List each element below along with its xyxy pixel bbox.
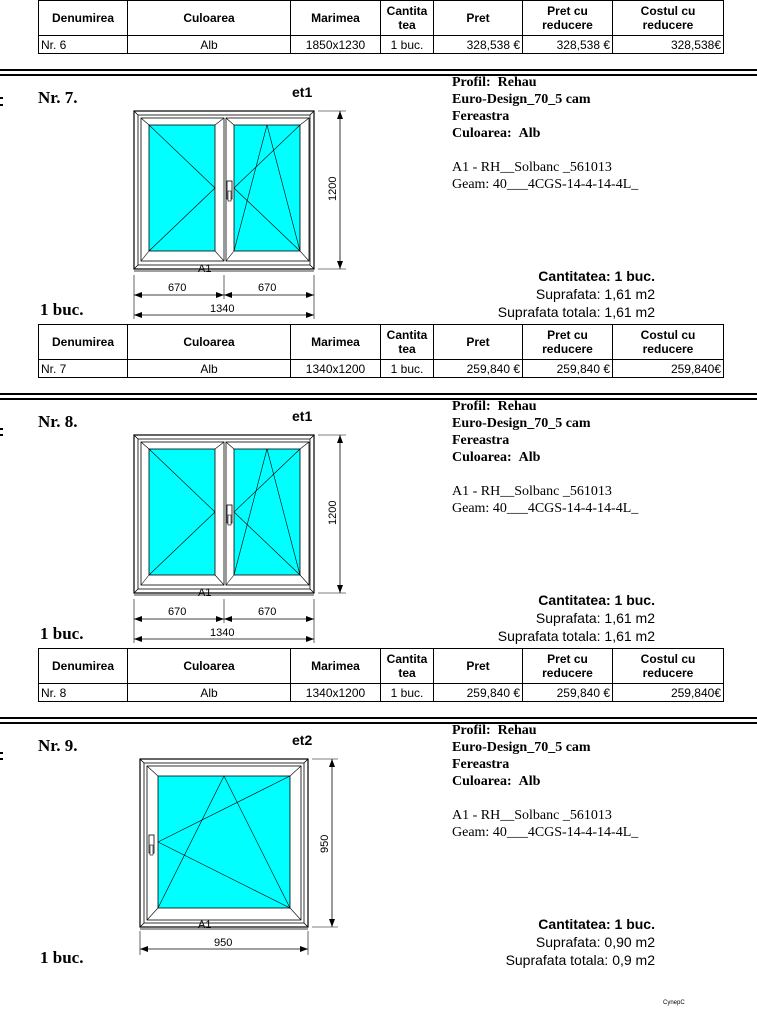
cell-cost-red: 328,538€ xyxy=(613,36,724,54)
height-dimension: 1200 xyxy=(327,176,339,201)
area-total-line: Suprafata totala: 1,61 m2 xyxy=(497,304,655,320)
col-header-color: Culoarea xyxy=(128,325,291,360)
color-line: Culoarea: Alb xyxy=(452,774,541,789)
table-header-row xyxy=(39,325,724,360)
cell-price: 328,538 € xyxy=(434,36,523,54)
cell-color: Alb xyxy=(128,684,291,702)
quantity-line: Cantitatea: 1 buc. xyxy=(538,268,655,284)
col-header-price-red: Pret cu reducere xyxy=(523,325,613,360)
glass-pane xyxy=(234,449,300,575)
margin-tick xyxy=(0,752,3,754)
hardware-line: A1 - RH__Solbanc _561013 xyxy=(452,808,612,823)
col-header-qty: Cantita tea xyxy=(381,325,434,360)
cell-qty: 1 buc. xyxy=(381,360,434,378)
cell-color: Alb xyxy=(128,36,291,54)
item-number: Nr. 7. xyxy=(38,88,78,107)
col-header-name: Denumirea xyxy=(39,325,128,360)
cell-qty: 1 buc. xyxy=(381,36,434,54)
quantity-big: 1 buc. xyxy=(40,948,84,967)
glass-pane xyxy=(234,125,300,251)
hardware-line: A1 - RH__Solbanc _561013 xyxy=(452,160,612,175)
item-number: Nr. 8. xyxy=(38,412,78,431)
sash-width-right: 670 xyxy=(258,606,277,618)
margin-tick xyxy=(0,758,3,760)
sill-label: A1 xyxy=(198,919,212,931)
col-header-color: Culoarea xyxy=(128,1,291,36)
col-header-price-red: Pret cu reducere xyxy=(523,1,613,36)
cell-price: 259,840 € xyxy=(434,684,523,702)
col-header-color: Culoarea xyxy=(128,649,291,684)
col-header-cost-red: Costul cu reducere xyxy=(613,325,724,360)
margin-tick xyxy=(0,434,3,436)
glass-line: Geam: 40___4CGS-14-4-14-4L_ xyxy=(452,825,639,840)
total-width-dimension: 950 xyxy=(214,937,233,949)
sash-width-left: 670 xyxy=(168,606,187,618)
system-line: Euro-Design_70_5 cam xyxy=(452,740,591,755)
cell-size: 1340x1200 xyxy=(291,360,381,378)
section-separator xyxy=(0,717,757,724)
summary-block xyxy=(498,591,655,645)
footer-signature: CynepC xyxy=(663,1000,685,1006)
col-header-cost-red: Costul cu reducere xyxy=(613,1,724,36)
total-width-dimension: 1340 xyxy=(210,303,235,315)
system-line: Euro-Design_70_5 cam xyxy=(452,416,591,431)
cell-name: Nr. 6 xyxy=(39,36,128,54)
col-header-qty: Cantita tea xyxy=(381,649,434,684)
glass-line: Geam: 40___4CGS-14-4-14-4L_ xyxy=(452,177,639,192)
cell-price-red: 259,840 € xyxy=(523,360,613,378)
profile-line: Profil: Rehau xyxy=(452,75,537,90)
col-header-name: Denumirea xyxy=(39,1,128,36)
sill-label: A1 xyxy=(198,587,212,599)
quantity-big: 1 buc. xyxy=(40,300,84,319)
window-drawing-9 xyxy=(134,753,354,958)
col-header-size: Marimea xyxy=(291,649,381,684)
window-drawing-7 xyxy=(128,105,358,323)
type-line: Fereastra xyxy=(452,757,510,772)
cell-price-red: 328,538 € xyxy=(523,36,613,54)
area-total-line: Suprafata totala: 0,9 m2 xyxy=(505,952,655,968)
profile-line: Profil: Rehau xyxy=(452,723,537,738)
col-header-name: Denumirea xyxy=(39,649,128,684)
price-table-7 xyxy=(38,324,724,378)
section-separator xyxy=(0,393,757,400)
table-header-row xyxy=(39,649,724,684)
type-line: Fereastra xyxy=(452,109,510,124)
price-table-6 xyxy=(38,0,724,54)
system-line: Euro-Design_70_5 cam xyxy=(452,92,591,107)
floor-label: et1 xyxy=(292,84,313,100)
table-row xyxy=(39,360,724,378)
area-line: Suprafata: 0,90 m2 xyxy=(535,934,655,950)
summary-block xyxy=(498,267,655,321)
col-header-price: Pret xyxy=(434,325,523,360)
glass-pane xyxy=(149,449,215,575)
sill-label: A1 xyxy=(198,263,212,275)
specs-block xyxy=(452,398,638,517)
table-header-row xyxy=(39,1,724,36)
cell-cost-red: 259,840€ xyxy=(613,684,724,702)
margin-tick xyxy=(0,104,3,106)
col-header-size: Marimea xyxy=(291,1,381,36)
profile-line: Profil: Rehau xyxy=(452,399,537,414)
glass-pane xyxy=(149,125,215,251)
margin-tick xyxy=(0,428,3,430)
col-header-size: Marimea xyxy=(291,325,381,360)
area-line: Suprafata: 1,61 m2 xyxy=(535,286,655,302)
cell-cost-red: 259,840€ xyxy=(613,360,724,378)
col-header-price: Pret xyxy=(434,649,523,684)
sash-width-left: 670 xyxy=(168,282,187,294)
color-line: Culoarea: Alb xyxy=(452,126,541,141)
cell-color: Alb xyxy=(128,360,291,378)
hardware-line: A1 - RH__Solbanc _561013 xyxy=(452,484,612,499)
floor-label: et1 xyxy=(292,408,313,424)
col-header-qty: Cantita tea xyxy=(381,1,434,36)
color-line: Culoarea: Alb xyxy=(452,450,541,465)
height-dimension: 950 xyxy=(319,834,331,853)
height-dimension: 1200 xyxy=(327,500,339,525)
section-separator xyxy=(0,69,757,76)
cell-name: Nr. 8 xyxy=(39,684,128,702)
window-drawing-8 xyxy=(128,429,358,647)
cell-price-red: 259,840 € xyxy=(523,684,613,702)
area-total-line: Suprafata totala: 1,61 m2 xyxy=(497,628,655,644)
margin-tick xyxy=(0,97,3,99)
floor-label: et2 xyxy=(292,732,313,748)
table-row xyxy=(39,684,724,702)
summary-block xyxy=(506,915,655,969)
quantity-line: Cantitatea: 1 buc. xyxy=(538,592,655,608)
cell-size: 1340x1200 xyxy=(291,684,381,702)
cell-price: 259,840 € xyxy=(434,360,523,378)
cell-name: Nr. 7 xyxy=(39,360,128,378)
col-header-price-red: Pret cu reducere xyxy=(523,649,613,684)
sash-width-right: 670 xyxy=(258,282,277,294)
table-row xyxy=(39,36,724,54)
quantity-line: Cantitatea: 1 buc. xyxy=(538,916,655,932)
price-table-8 xyxy=(38,648,724,702)
glass-line: Geam: 40___4CGS-14-4-14-4L_ xyxy=(452,501,639,516)
cell-size: 1850x1230 xyxy=(291,36,381,54)
col-header-cost-red: Costul cu reducere xyxy=(613,649,724,684)
col-header-price: Pret xyxy=(434,1,523,36)
cell-qty: 1 buc. xyxy=(381,684,434,702)
item-number: Nr. 9. xyxy=(38,736,78,755)
glass-pane xyxy=(158,776,290,908)
specs-block xyxy=(452,722,638,841)
total-width-dimension: 1340 xyxy=(210,627,235,639)
quantity-big: 1 buc. xyxy=(40,624,84,643)
type-line: Fereastra xyxy=(452,433,510,448)
area-line: Suprafata: 1,61 m2 xyxy=(535,610,655,626)
specs-block xyxy=(452,74,638,193)
